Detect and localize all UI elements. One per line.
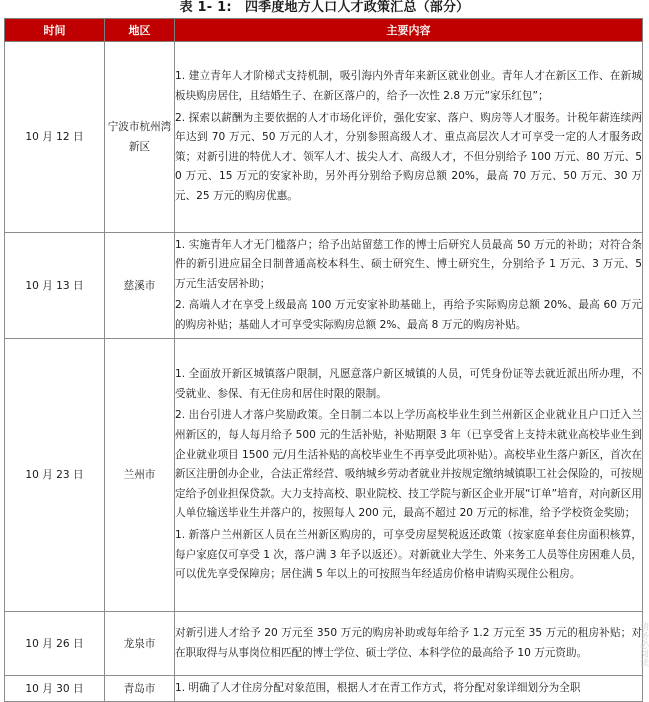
table-header-row bbox=[5, 19, 643, 42]
row-time: 10 月 12 日 bbox=[5, 42, 105, 233]
header-region: 地区 bbox=[105, 19, 175, 42]
policy-table bbox=[4, 18, 643, 702]
content-paragraph: 2. 高端人才在享受上级最高 100 万元安家补助基础上，再给予实际购房总额 20%、最高 60 万元的购房补贴；基础人才可享受实际购房总额 2%、最高 8 万元的购房补贴。 bbox=[175, 299, 642, 331]
content-paragraph: 对新引进人才给予 20 万元至 350 万元的购房补助或每年给予 1.2 万元至 35 万元的租房补贴；对在职取得与从事岗位相匹配的博士学位、硕士学位、本科学位的最高给予 10 万元资助。 bbox=[175, 626, 642, 659]
row-content bbox=[175, 612, 643, 676]
table-caption: 表 1- 1: 四季度地方人口人才政策汇总（部分） bbox=[179, 0, 470, 15]
content-paragraph: 1. 新落户兰州新区人员在兰州新区购房的，可享受房屋契税返还政策（按家庭单套住房面积核算，每户家庭仅可享受 1 次，落户满 3 年予以返还）。对新就业大学生、外来务工人员等住房困难人员，可以优先享受保障房；居住满 5 年以上的可按照当年经适房价格申请购买现住公租房。 bbox=[175, 528, 642, 581]
row-content bbox=[175, 42, 643, 233]
watermark-text: 请务必阅读 bbox=[638, 622, 648, 667]
row-region: 青岛市 bbox=[105, 676, 175, 702]
row-time: 10 月 23 日 bbox=[5, 339, 105, 612]
content-paragraph: 1. 实施青年人才无门槛落户；给予出站留慈工作的博士后研究人员最高 50 万元的补助；对符合条件的新引进应届全日制普通高校本科生、硕士研究生、博士研究生，分别给予 1 万元、3 万元、5 万元生活安居补助； bbox=[175, 238, 642, 290]
table-row bbox=[5, 612, 643, 676]
content-paragraph: 1. 建立青年人才阶梯式支持机制，吸引海内外青年来新区就业创业。青年人才在新区工作、在新城板块购房居住，且结婚生子、在新区落户的，给予一次性 2.8 万元“家乐红包”； bbox=[175, 70, 642, 103]
header-time: 时间 bbox=[5, 19, 105, 42]
content-paragraph: 1. 全面放开新区城镇落户限制，凡愿意落户新区城镇的人员，可凭身份证等去就近派出所办理，不受就业、参保、有无住房和居住时限的限制。 bbox=[175, 368, 642, 400]
row-region: 兰州市 bbox=[105, 339, 175, 612]
content-paragraph: 2. 探索以薪酬为主要依据的人才市场化评价，强化安家、落户、购房等人才服务。计税年薪连续两年达到 70 万元、50 万元的人才，分别参照高级人才、重点高层次人才可享受一定的人才服务政策；对新引进的特优人才、领军人才、拔尖人才、高级人才，不但分别给予 100 万元、80 万元、50 万元、15 万元的安家补助，另外再分别给予购房总额 20%，最高 70 万元、50 万元、30 万元、25 万元的购房优惠。 bbox=[175, 111, 642, 202]
header-content: 主要内容 bbox=[175, 19, 643, 42]
row-content bbox=[175, 233, 643, 339]
content-paragraph: 2. 出台引进人才落户奖励政策。全日制二本以上学历高校毕业生到兰州新区企业就业且户口迁入兰州新区的，每人每月给予 500 元的生活补贴，补贴期限 3 年（已享受省上支持未就业高校毕业生到企业就业项目 1500 元/月生活补贴的高校毕业生不再享受此项补贴）。高校毕业生落户新区，首次在新区注册创办企业，合法正常经营、吸纳城乡劳动者就业并按规定缴纳城镇职工社会保险的，可按规定给予创业担保贷款。大力支持高校、职业院校、技工学院与新区企业开展“订单”培育，对向新区用人单位输送毕业生并落户的，按照每人 200 元，最高不超过 20 万元的标准，给予学校资金奖励； bbox=[175, 409, 642, 520]
table-row bbox=[5, 339, 643, 612]
content-paragraph: 1. 明确了人才住房分配对象范围，根据人才在青工作方式，将分配对象详细划分为全职 bbox=[175, 681, 581, 694]
row-content bbox=[175, 339, 643, 612]
row-region: 龙泉市 bbox=[105, 612, 175, 676]
table-row bbox=[5, 233, 643, 339]
row-content bbox=[175, 676, 643, 702]
table-row bbox=[5, 42, 643, 233]
row-time: 10 月 30 日 bbox=[5, 676, 105, 702]
row-time: 10 月 13 日 bbox=[5, 233, 105, 339]
table-row bbox=[5, 676, 643, 702]
row-region: 慈溪市 bbox=[105, 233, 175, 339]
row-time: 10 月 26 日 bbox=[5, 612, 105, 676]
row-region: 宁波市杭州湾新区 bbox=[105, 42, 175, 233]
